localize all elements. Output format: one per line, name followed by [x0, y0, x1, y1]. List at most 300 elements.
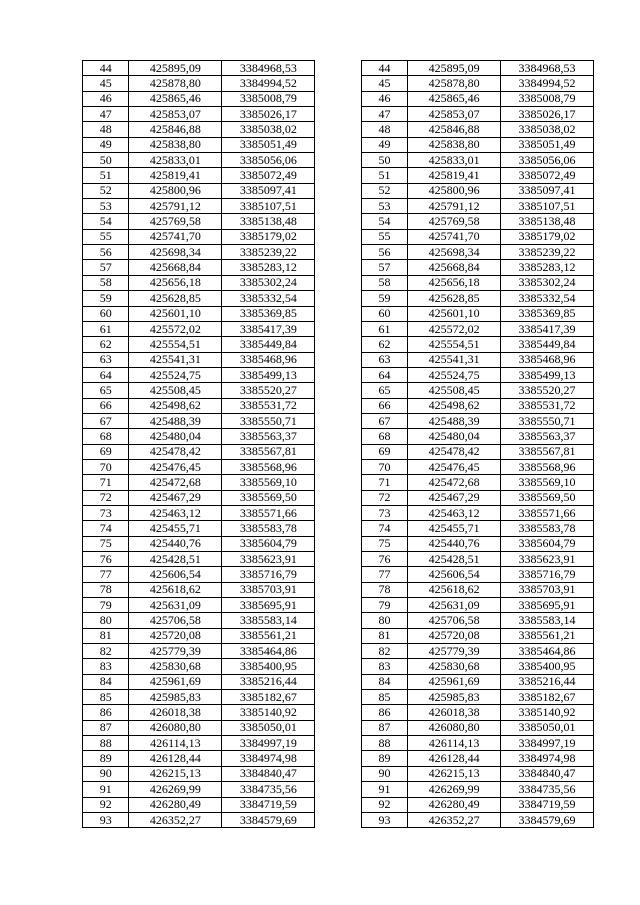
right-x-coordinate-cell: 426269,99	[408, 782, 501, 797]
column-separator	[315, 812, 361, 827]
right-y-coordinate-cell: 3385449,84	[501, 337, 594, 352]
right-point-number-cell: 63	[361, 352, 407, 367]
column-separator	[315, 567, 361, 582]
left-point-number-cell: 90	[83, 766, 129, 781]
left-x-coordinate-cell: 425833,01	[129, 153, 222, 168]
left-y-coordinate-cell: 3384735,56	[222, 782, 315, 797]
left-point-number-cell: 45	[83, 76, 129, 91]
left-y-coordinate-cell: 3385138,48	[222, 214, 315, 229]
right-y-coordinate-cell: 3385283,12	[501, 260, 594, 275]
right-point-number-cell: 83	[361, 659, 407, 674]
table-row	[83, 751, 594, 766]
left-point-number-cell: 91	[83, 782, 129, 797]
right-y-coordinate-cell: 3385583,14	[501, 613, 594, 628]
column-separator	[315, 659, 361, 674]
right-x-coordinate-cell: 425791,12	[408, 199, 501, 214]
column-separator	[315, 720, 361, 735]
column-separator	[315, 690, 361, 705]
right-x-coordinate-cell: 425541,31	[408, 352, 501, 367]
left-y-coordinate-cell: 3385583,78	[222, 521, 315, 536]
column-separator	[315, 705, 361, 720]
table-row	[83, 521, 594, 536]
left-point-number-cell: 83	[83, 659, 129, 674]
column-separator	[315, 229, 361, 244]
right-x-coordinate-cell: 426080,80	[408, 720, 501, 735]
left-x-coordinate-cell: 426018,38	[129, 705, 222, 720]
right-y-coordinate-cell: 3384840,47	[501, 766, 594, 781]
left-x-coordinate-cell: 425800,96	[129, 183, 222, 198]
table-row	[83, 598, 594, 613]
column-separator	[315, 751, 361, 766]
left-point-number-cell: 60	[83, 306, 129, 321]
column-separator	[315, 398, 361, 413]
left-y-coordinate-cell: 3385008,79	[222, 91, 315, 106]
left-x-coordinate-cell: 425472,68	[129, 475, 222, 490]
column-separator	[315, 782, 361, 797]
left-y-coordinate-cell: 3385604,79	[222, 536, 315, 551]
column-separator	[315, 644, 361, 659]
left-y-coordinate-cell: 3385561,21	[222, 628, 315, 643]
right-point-number-cell: 45	[361, 76, 407, 91]
table-row	[83, 429, 594, 444]
left-y-coordinate-cell: 3384968,53	[222, 61, 315, 76]
left-x-coordinate-cell: 425554,51	[129, 337, 222, 352]
left-x-coordinate-cell: 425706,58	[129, 613, 222, 628]
left-y-coordinate-cell: 3385332,54	[222, 291, 315, 306]
right-x-coordinate-cell: 425601,10	[408, 306, 501, 321]
table-row	[83, 674, 594, 689]
left-y-coordinate-cell: 3385097,41	[222, 183, 315, 198]
column-separator	[315, 674, 361, 689]
left-y-coordinate-cell: 3385464,86	[222, 644, 315, 659]
right-x-coordinate-cell: 425830,68	[408, 659, 501, 674]
table-row	[83, 536, 594, 551]
left-x-coordinate-cell: 425838,80	[129, 137, 222, 152]
column-separator	[315, 459, 361, 474]
right-point-number-cell: 60	[361, 306, 407, 321]
right-point-number-cell: 71	[361, 475, 407, 490]
right-x-coordinate-cell: 425985,83	[408, 690, 501, 705]
left-x-coordinate-cell: 425480,04	[129, 429, 222, 444]
left-y-coordinate-cell: 3384840,47	[222, 766, 315, 781]
table-row	[83, 168, 594, 183]
right-point-number-cell: 89	[361, 751, 407, 766]
right-x-coordinate-cell: 426128,44	[408, 751, 501, 766]
right-x-coordinate-cell: 425524,75	[408, 367, 501, 382]
right-point-number-cell: 44	[361, 61, 407, 76]
right-x-coordinate-cell: 425440,76	[408, 536, 501, 551]
right-y-coordinate-cell: 3385499,13	[501, 367, 594, 382]
left-point-number-cell: 74	[83, 521, 129, 536]
table-row	[83, 459, 594, 474]
column-separator	[315, 122, 361, 137]
column-separator	[315, 291, 361, 306]
right-point-number-cell: 47	[361, 107, 407, 122]
table-row	[83, 413, 594, 428]
right-point-number-cell: 82	[361, 644, 407, 659]
table-row	[83, 107, 594, 122]
right-y-coordinate-cell: 3385050,01	[501, 720, 594, 735]
right-y-coordinate-cell: 3385026,17	[501, 107, 594, 122]
left-y-coordinate-cell: 3385569,50	[222, 490, 315, 505]
right-point-number-cell: 77	[361, 567, 407, 582]
right-y-coordinate-cell: 3385216,44	[501, 674, 594, 689]
right-y-coordinate-cell: 3384974,98	[501, 751, 594, 766]
coordinate-table	[82, 60, 594, 828]
right-y-coordinate-cell: 3385138,48	[501, 214, 594, 229]
table-row	[83, 337, 594, 352]
left-point-number-cell: 87	[83, 720, 129, 735]
right-y-coordinate-cell: 3385703,91	[501, 582, 594, 597]
column-separator	[315, 153, 361, 168]
right-x-coordinate-cell: 426018,38	[408, 705, 501, 720]
right-x-coordinate-cell: 425455,71	[408, 521, 501, 536]
column-separator	[315, 444, 361, 459]
right-x-coordinate-cell: 426215,13	[408, 766, 501, 781]
right-x-coordinate-cell: 425853,07	[408, 107, 501, 122]
left-y-coordinate-cell: 3385056,06	[222, 153, 315, 168]
table-row	[83, 797, 594, 812]
right-x-coordinate-cell: 425472,68	[408, 475, 501, 490]
table-row	[83, 76, 594, 91]
right-y-coordinate-cell: 3385072,49	[501, 168, 594, 183]
left-x-coordinate-cell: 425819,41	[129, 168, 222, 183]
left-x-coordinate-cell: 425606,54	[129, 567, 222, 582]
right-point-number-cell: 70	[361, 459, 407, 474]
right-y-coordinate-cell: 3385239,22	[501, 245, 594, 260]
table-row	[83, 582, 594, 597]
table-row	[83, 567, 594, 582]
right-point-number-cell: 64	[361, 367, 407, 382]
right-point-number-cell: 74	[361, 521, 407, 536]
left-point-number-cell: 73	[83, 505, 129, 520]
right-y-coordinate-cell: 3385623,91	[501, 552, 594, 567]
left-y-coordinate-cell: 3385531,72	[222, 398, 315, 413]
left-point-number-cell: 59	[83, 291, 129, 306]
left-y-coordinate-cell: 3385179,02	[222, 229, 315, 244]
right-point-number-cell: 66	[361, 398, 407, 413]
left-x-coordinate-cell: 425601,10	[129, 306, 222, 321]
right-x-coordinate-cell: 425498,62	[408, 398, 501, 413]
column-separator	[315, 582, 361, 597]
right-point-number-cell: 86	[361, 705, 407, 720]
right-y-coordinate-cell: 3385567,81	[501, 444, 594, 459]
left-x-coordinate-cell: 425631,09	[129, 598, 222, 613]
left-x-coordinate-cell: 425853,07	[129, 107, 222, 122]
left-x-coordinate-cell: 425961,69	[129, 674, 222, 689]
right-x-coordinate-cell: 425628,85	[408, 291, 501, 306]
left-x-coordinate-cell: 426352,27	[129, 812, 222, 827]
left-point-number-cell: 50	[83, 153, 129, 168]
right-point-number-cell: 52	[361, 183, 407, 198]
right-y-coordinate-cell: 3385520,27	[501, 383, 594, 398]
right-x-coordinate-cell: 426114,13	[408, 736, 501, 751]
left-x-coordinate-cell: 425865,46	[129, 91, 222, 106]
left-y-coordinate-cell: 3385703,91	[222, 582, 315, 597]
left-y-coordinate-cell: 3384579,69	[222, 812, 315, 827]
column-separator	[315, 76, 361, 91]
left-y-coordinate-cell: 3385182,67	[222, 690, 315, 705]
right-point-number-cell: 59	[361, 291, 407, 306]
left-point-number-cell: 54	[83, 214, 129, 229]
left-x-coordinate-cell: 425878,80	[129, 76, 222, 91]
table-row	[83, 490, 594, 505]
table-row	[83, 61, 594, 76]
column-separator	[315, 183, 361, 198]
right-point-number-cell: 56	[361, 245, 407, 260]
table-row	[83, 628, 594, 643]
left-point-number-cell: 86	[83, 705, 129, 720]
column-separator	[315, 766, 361, 781]
left-x-coordinate-cell: 425741,70	[129, 229, 222, 244]
column-separator	[315, 214, 361, 229]
right-x-coordinate-cell: 426352,27	[408, 812, 501, 827]
column-separator	[315, 552, 361, 567]
table-row	[83, 183, 594, 198]
table-row	[83, 245, 594, 260]
left-y-coordinate-cell: 3385569,10	[222, 475, 315, 490]
left-y-coordinate-cell: 3384997,19	[222, 736, 315, 751]
right-x-coordinate-cell: 425631,09	[408, 598, 501, 613]
right-y-coordinate-cell: 3384579,69	[501, 812, 594, 827]
left-point-number-cell: 58	[83, 275, 129, 290]
left-x-coordinate-cell: 426280,49	[129, 797, 222, 812]
column-separator	[315, 107, 361, 122]
table-row	[83, 705, 594, 720]
left-point-number-cell: 64	[83, 367, 129, 382]
left-y-coordinate-cell: 3385283,12	[222, 260, 315, 275]
right-point-number-cell: 75	[361, 536, 407, 551]
column-separator	[315, 61, 361, 76]
table-row	[83, 321, 594, 336]
column-separator	[315, 797, 361, 812]
left-x-coordinate-cell: 425463,12	[129, 505, 222, 520]
right-x-coordinate-cell: 425838,80	[408, 137, 501, 152]
right-y-coordinate-cell: 3385716,79	[501, 567, 594, 582]
right-y-coordinate-cell: 3385571,66	[501, 505, 594, 520]
left-x-coordinate-cell: 425498,62	[129, 398, 222, 413]
table-row	[83, 352, 594, 367]
left-y-coordinate-cell: 3385140,92	[222, 705, 315, 720]
left-y-coordinate-cell: 3385583,14	[222, 613, 315, 628]
right-x-coordinate-cell: 425819,41	[408, 168, 501, 183]
table-row	[83, 398, 594, 413]
right-point-number-cell: 65	[361, 383, 407, 398]
left-y-coordinate-cell: 3385369,85	[222, 306, 315, 321]
right-point-number-cell: 79	[361, 598, 407, 613]
right-x-coordinate-cell: 425572,02	[408, 321, 501, 336]
left-x-coordinate-cell: 425524,75	[129, 367, 222, 382]
left-x-coordinate-cell: 425488,39	[129, 413, 222, 428]
left-x-coordinate-cell: 425467,29	[129, 490, 222, 505]
column-separator	[315, 383, 361, 398]
column-separator	[315, 275, 361, 290]
left-x-coordinate-cell: 426114,13	[129, 736, 222, 751]
left-point-number-cell: 47	[83, 107, 129, 122]
table-row	[83, 367, 594, 382]
left-point-number-cell: 79	[83, 598, 129, 613]
left-y-coordinate-cell: 3385026,17	[222, 107, 315, 122]
left-x-coordinate-cell: 425541,31	[129, 352, 222, 367]
right-y-coordinate-cell: 3385550,71	[501, 413, 594, 428]
right-x-coordinate-cell: 426280,49	[408, 797, 501, 812]
right-y-coordinate-cell: 3385695,91	[501, 598, 594, 613]
right-x-coordinate-cell: 425779,39	[408, 644, 501, 659]
coordinate-table-body	[83, 61, 594, 828]
left-point-number-cell: 44	[83, 61, 129, 76]
right-x-coordinate-cell: 425618,62	[408, 582, 501, 597]
left-point-number-cell: 46	[83, 91, 129, 106]
column-separator	[315, 598, 361, 613]
left-y-coordinate-cell: 3385550,71	[222, 413, 315, 428]
column-separator	[315, 137, 361, 152]
right-x-coordinate-cell: 425668,84	[408, 260, 501, 275]
left-x-coordinate-cell: 426080,80	[129, 720, 222, 735]
column-separator	[315, 352, 361, 367]
right-point-number-cell: 73	[361, 505, 407, 520]
left-point-number-cell: 68	[83, 429, 129, 444]
right-x-coordinate-cell: 425508,45	[408, 383, 501, 398]
column-separator	[315, 321, 361, 336]
column-separator	[315, 521, 361, 536]
left-x-coordinate-cell: 425508,45	[129, 383, 222, 398]
table-row	[83, 475, 594, 490]
right-x-coordinate-cell: 425606,54	[408, 567, 501, 582]
right-point-number-cell: 50	[361, 153, 407, 168]
left-y-coordinate-cell: 3384994,52	[222, 76, 315, 91]
left-point-number-cell: 75	[83, 536, 129, 551]
right-y-coordinate-cell: 3385568,96	[501, 459, 594, 474]
left-x-coordinate-cell: 426215,13	[129, 766, 222, 781]
left-point-number-cell: 77	[83, 567, 129, 582]
column-separator	[315, 490, 361, 505]
left-point-number-cell: 81	[83, 628, 129, 643]
table-row	[83, 659, 594, 674]
left-y-coordinate-cell: 3385468,96	[222, 352, 315, 367]
left-x-coordinate-cell: 425895,09	[129, 61, 222, 76]
right-point-number-cell: 61	[361, 321, 407, 336]
right-y-coordinate-cell: 3385332,54	[501, 291, 594, 306]
right-point-number-cell: 81	[361, 628, 407, 643]
left-y-coordinate-cell: 3385623,91	[222, 552, 315, 567]
left-y-coordinate-cell: 3385239,22	[222, 245, 315, 260]
right-point-number-cell: 55	[361, 229, 407, 244]
table-row	[83, 552, 594, 567]
right-x-coordinate-cell: 425480,04	[408, 429, 501, 444]
left-y-coordinate-cell: 3385695,91	[222, 598, 315, 613]
left-point-number-cell: 82	[83, 644, 129, 659]
table-row	[83, 275, 594, 290]
right-y-coordinate-cell: 3385140,92	[501, 705, 594, 720]
left-x-coordinate-cell: 425668,84	[129, 260, 222, 275]
column-separator	[315, 260, 361, 275]
table-row	[83, 505, 594, 520]
table-row	[83, 199, 594, 214]
table-row	[83, 137, 594, 152]
right-point-number-cell: 69	[361, 444, 407, 459]
right-point-number-cell: 91	[361, 782, 407, 797]
right-x-coordinate-cell: 425698,34	[408, 245, 501, 260]
right-point-number-cell: 53	[361, 199, 407, 214]
right-point-number-cell: 84	[361, 674, 407, 689]
left-point-number-cell: 92	[83, 797, 129, 812]
column-separator	[315, 306, 361, 321]
column-separator	[315, 91, 361, 106]
table-row	[83, 766, 594, 781]
left-y-coordinate-cell: 3385567,81	[222, 444, 315, 459]
table-row	[83, 260, 594, 275]
left-y-coordinate-cell: 3385520,27	[222, 383, 315, 398]
table-row	[83, 690, 594, 705]
table-row	[83, 91, 594, 106]
right-x-coordinate-cell: 425895,09	[408, 61, 501, 76]
table-row	[83, 444, 594, 459]
right-point-number-cell: 90	[361, 766, 407, 781]
left-point-number-cell: 49	[83, 137, 129, 152]
column-separator	[315, 736, 361, 751]
left-y-coordinate-cell: 3385302,24	[222, 275, 315, 290]
right-y-coordinate-cell: 3385569,10	[501, 475, 594, 490]
right-x-coordinate-cell: 425741,70	[408, 229, 501, 244]
right-x-coordinate-cell: 425833,01	[408, 153, 501, 168]
left-x-coordinate-cell: 425440,76	[129, 536, 222, 551]
right-point-number-cell: 54	[361, 214, 407, 229]
left-point-number-cell: 72	[83, 490, 129, 505]
table-row	[83, 720, 594, 735]
left-y-coordinate-cell: 3385400,95	[222, 659, 315, 674]
right-point-number-cell: 92	[361, 797, 407, 812]
table-row	[83, 153, 594, 168]
table-row	[83, 736, 594, 751]
right-x-coordinate-cell: 425476,45	[408, 459, 501, 474]
left-point-number-cell: 69	[83, 444, 129, 459]
table-row	[83, 306, 594, 321]
left-x-coordinate-cell: 425628,85	[129, 291, 222, 306]
left-y-coordinate-cell: 3385716,79	[222, 567, 315, 582]
left-y-coordinate-cell: 3385571,66	[222, 505, 315, 520]
table-row	[83, 122, 594, 137]
left-point-number-cell: 53	[83, 199, 129, 214]
right-point-number-cell: 72	[361, 490, 407, 505]
left-point-number-cell: 78	[83, 582, 129, 597]
left-x-coordinate-cell: 425720,08	[129, 628, 222, 643]
column-separator	[315, 475, 361, 490]
left-point-number-cell: 71	[83, 475, 129, 490]
left-x-coordinate-cell: 425476,45	[129, 459, 222, 474]
left-x-coordinate-cell: 425428,51	[129, 552, 222, 567]
right-x-coordinate-cell: 425846,88	[408, 122, 501, 137]
column-separator	[315, 613, 361, 628]
left-y-coordinate-cell: 3385072,49	[222, 168, 315, 183]
table-row	[83, 613, 594, 628]
right-y-coordinate-cell: 3384719,59	[501, 797, 594, 812]
left-y-coordinate-cell: 3385051,49	[222, 137, 315, 152]
left-y-coordinate-cell: 3384974,98	[222, 751, 315, 766]
right-point-number-cell: 48	[361, 122, 407, 137]
right-x-coordinate-cell: 425720,08	[408, 628, 501, 643]
right-y-coordinate-cell: 3385583,78	[501, 521, 594, 536]
right-x-coordinate-cell: 425488,39	[408, 413, 501, 428]
right-y-coordinate-cell: 3385561,21	[501, 628, 594, 643]
left-point-number-cell: 84	[83, 674, 129, 689]
left-point-number-cell: 85	[83, 690, 129, 705]
column-separator	[315, 367, 361, 382]
left-y-coordinate-cell: 3385563,37	[222, 429, 315, 444]
right-y-coordinate-cell: 3385569,50	[501, 490, 594, 505]
left-point-number-cell: 57	[83, 260, 129, 275]
column-separator	[315, 536, 361, 551]
right-y-coordinate-cell: 3385051,49	[501, 137, 594, 152]
